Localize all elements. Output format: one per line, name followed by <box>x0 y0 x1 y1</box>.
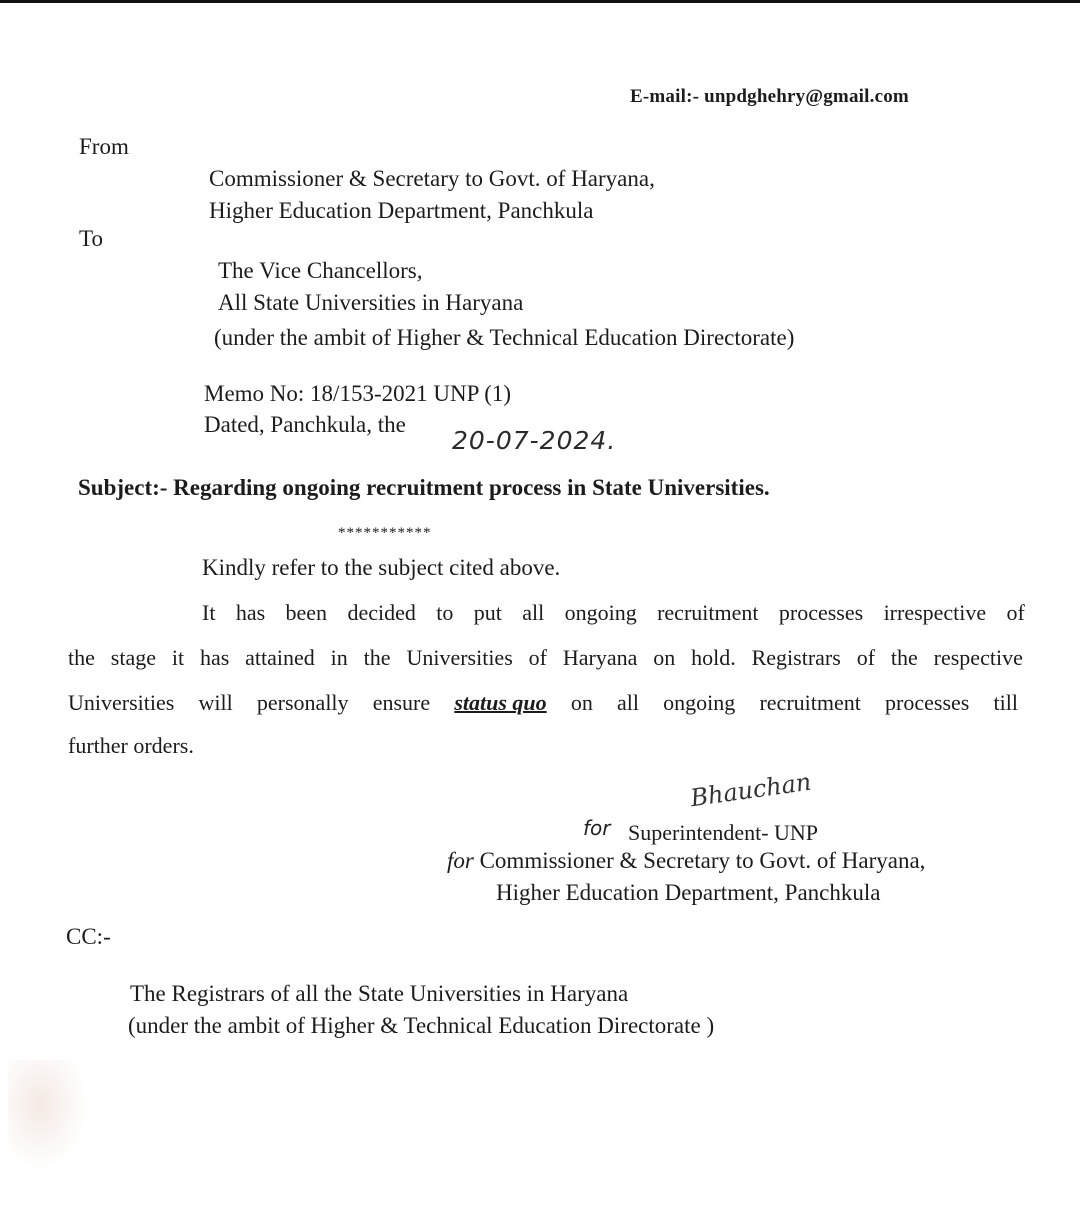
word: processes <box>778 600 864 625</box>
word: been <box>285 600 328 625</box>
body-paragraph-2-line-1 <box>202 600 1025 626</box>
word: It <box>202 600 216 625</box>
from-line-2: Higher Education Department, Panchkula <box>209 198 594 223</box>
to-label: To <box>79 226 103 251</box>
image-top-border <box>0 0 1080 3</box>
word: respective <box>933 645 1023 670</box>
to-line-3: (under the ambit of Higher & Technical Education Directorate) <box>214 325 795 350</box>
word: hold. <box>691 645 736 670</box>
handwritten-date: 20-07-2024. <box>452 426 617 455</box>
body-paragraph-2-line-3 <box>68 690 1018 716</box>
word: ongoing <box>564 600 637 625</box>
word: the <box>890 645 918 670</box>
word: Haryana <box>562 645 638 670</box>
separator-stars: *********** <box>338 525 432 541</box>
word: in <box>330 645 348 670</box>
word: decided <box>347 600 416 625</box>
word: the <box>363 645 391 670</box>
from-line-1: Commissioner & Secretary to Govt. of Haryana, <box>209 166 655 191</box>
signatory-designation: Superintendent- UNP <box>628 820 819 845</box>
word: attained <box>245 645 315 670</box>
word: Registrars <box>751 645 841 670</box>
word: recruitment <box>657 600 759 625</box>
word: of <box>1006 600 1025 625</box>
handwritten-for: for <box>583 816 611 840</box>
word: has <box>235 600 266 625</box>
word: all <box>522 600 545 625</box>
word: ensure <box>372 690 431 715</box>
signatory-line-2 <box>447 848 925 874</box>
cc-line-2: (under the ambit of Higher & Technical Education Directorate ) <box>128 1013 715 1038</box>
body-paragraph-1: Kindly refer to the subject cited above. <box>202 555 561 580</box>
for-italic: for <box>447 848 474 873</box>
word: Universities <box>406 645 513 670</box>
email-line: E-mail:- unpdghehry@gmail.com <box>630 86 909 107</box>
word: has <box>199 645 230 670</box>
body-paragraph-2-line-4: further orders. <box>68 733 194 758</box>
word: till <box>993 690 1018 715</box>
word: all <box>617 690 639 715</box>
word: it <box>171 645 185 670</box>
from-label: From <box>79 134 129 159</box>
to-line-2: All State Universities in Haryana <box>218 290 524 315</box>
word: will <box>198 690 233 715</box>
cc-label: CC:- <box>66 924 111 949</box>
dated-label: Dated, Panchkula, the <box>204 412 406 437</box>
status-quo-emphasis: status quo <box>454 690 547 715</box>
word: on <box>653 645 676 670</box>
to-line-1: The Vice Chancellors, <box>218 258 423 283</box>
body-paragraph-2-line-2 <box>68 645 1023 671</box>
signatory-office: Commissioner & Secretary to Govt. of Haryana, <box>473 848 926 873</box>
signatory-line-3: Higher Education Department, Panchkula <box>496 880 881 905</box>
word: personally <box>256 690 349 715</box>
cc-line-1: The Registrars of all the State Universities in Haryana <box>130 981 629 1006</box>
memo-number: Memo No: 18/153-2021 UNP (1) <box>204 381 512 406</box>
handwritten-signature: Bhauchan <box>688 767 813 813</box>
word: on <box>570 690 593 715</box>
word: processes <box>885 690 970 715</box>
paper-smudge <box>8 1060 88 1170</box>
word: Universities <box>68 690 175 715</box>
word: recruitment <box>759 690 861 715</box>
word: to <box>436 600 454 625</box>
word: of <box>856 645 876 670</box>
word: put <box>473 600 502 625</box>
word: stage <box>110 645 156 670</box>
word: of <box>528 645 547 670</box>
word: the <box>68 645 95 670</box>
subject-line: Subject:- Regarding ongoing recruitment process in State Universities. <box>78 475 770 500</box>
word: ongoing <box>663 690 736 715</box>
word: irrespective <box>883 600 987 625</box>
